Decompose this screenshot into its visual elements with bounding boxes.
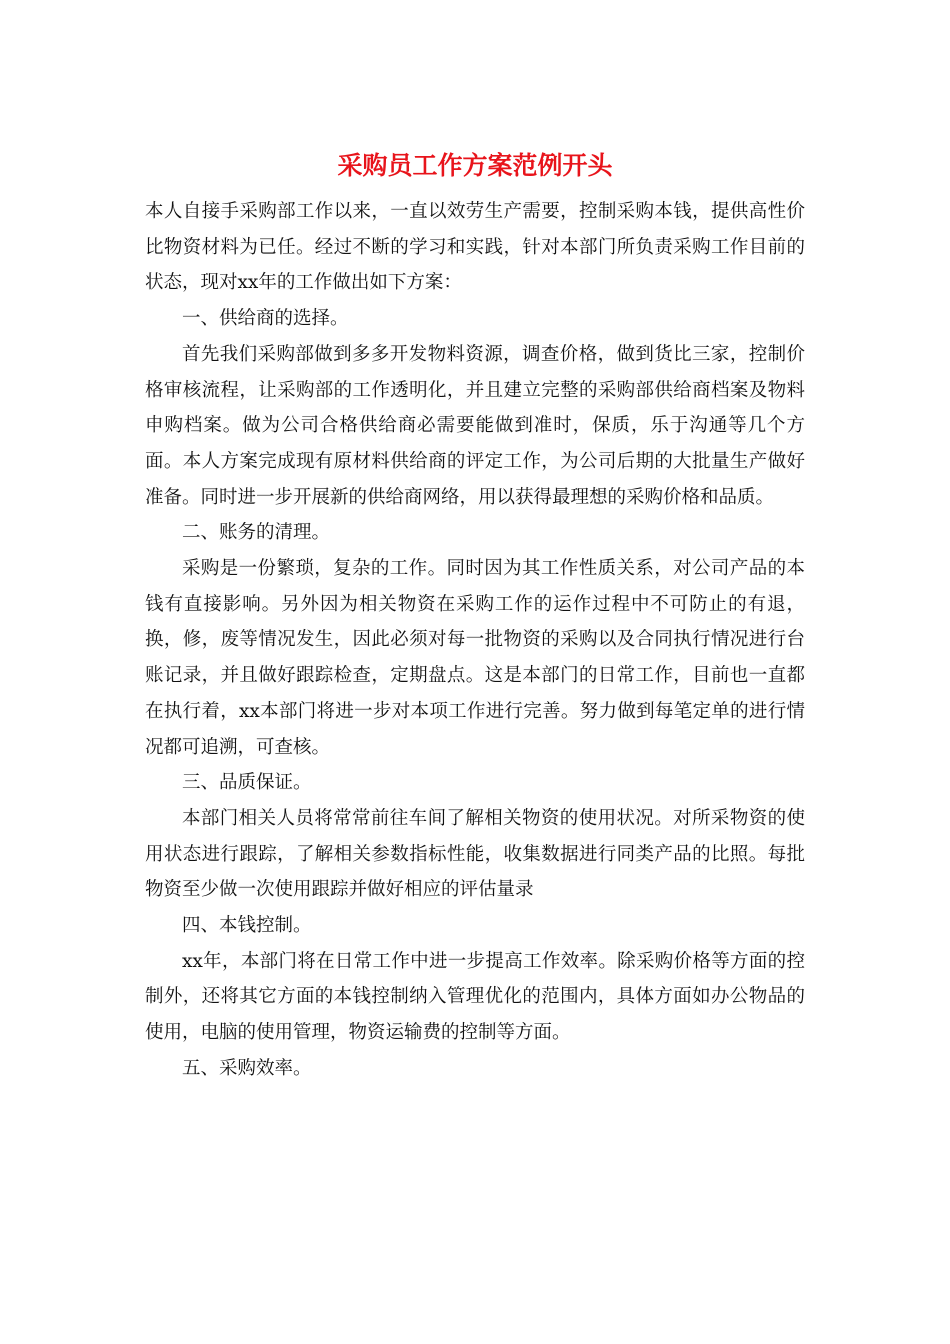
document-body (145, 194, 805, 1087)
intro-paragraph: 本人自接手采购部工作以来，一直以效劳生产需要，控制采购本钱，提供高性价比物资材料为已任。经过不断的学习和实践，针对本部门所负责采购工作目前的状态，现对xx年的工作做出如下方案： (145, 201, 805, 294)
section-body-1: 首先我们采购部做到多多开发物料资源，调查价格，做到货比三家，控制价格审核流程，让采购部的工作透明化，并且建立完整的采购部供给商档案及物料申购档案。做为公司合格供给商必需要能做到准时，保质，乐于沟通等几个方面。本人方案完成现有原材料供给商的评定工作，为公司后期的大批量生产做好准备。同时进一步开展新的供给商网络，用以获得最理想的采购价格和品质。 (145, 343, 805, 508)
section-heading-4: 四、本钱控制。 (182, 915, 312, 937)
section-heading-1: 一、供给商的选择。 (182, 308, 349, 330)
document-title: 采购员工作方案范例开头 (337, 151, 613, 180)
section-body-3: 本部门相关人员将常常前往车间了解相关物资的使用状况。对所采物资的使用状态进行跟踪，了解相关参数指标性能，收集数据进行同类产品的比照。每批物资至少做一次使用跟踪并做好相应的评估量录 (145, 807, 805, 901)
section-heading-3: 三、品质保证。 (182, 772, 312, 794)
section-body-4: xx年，本部门将在日常工作中进一步提高工作效率。除采购价格等方面的控制外，还将其它方面的本钱控制纳入管理优化的范围内，具体方面如办公物品的使用，电脑的使用管理，物资运输费的控制等方面。 (145, 950, 805, 1044)
section-body-2: 采购是一份繁琐，复杂的工作。同时因为其工作性质关系，对公司产品的本钱有直接影响。另外因为相关物资在采购工作的运作过程中不可防止的有退，换，修，废等情况发生，因此必须对每一批物资的采购以及合同执行情况进行台账记录，并且做好跟踪检查，定期盘点。这是本部门的日常工作，目前也一直都在执行着，xx本部门将进一步对本项工作进行完善。努力做到每笔定单的进行情况都可追溯，可查核。 (145, 558, 805, 758)
section-heading-2: 二、账务的清理。 (182, 522, 331, 544)
section-heading-5: 五、采购效率。 (182, 1057, 312, 1079)
